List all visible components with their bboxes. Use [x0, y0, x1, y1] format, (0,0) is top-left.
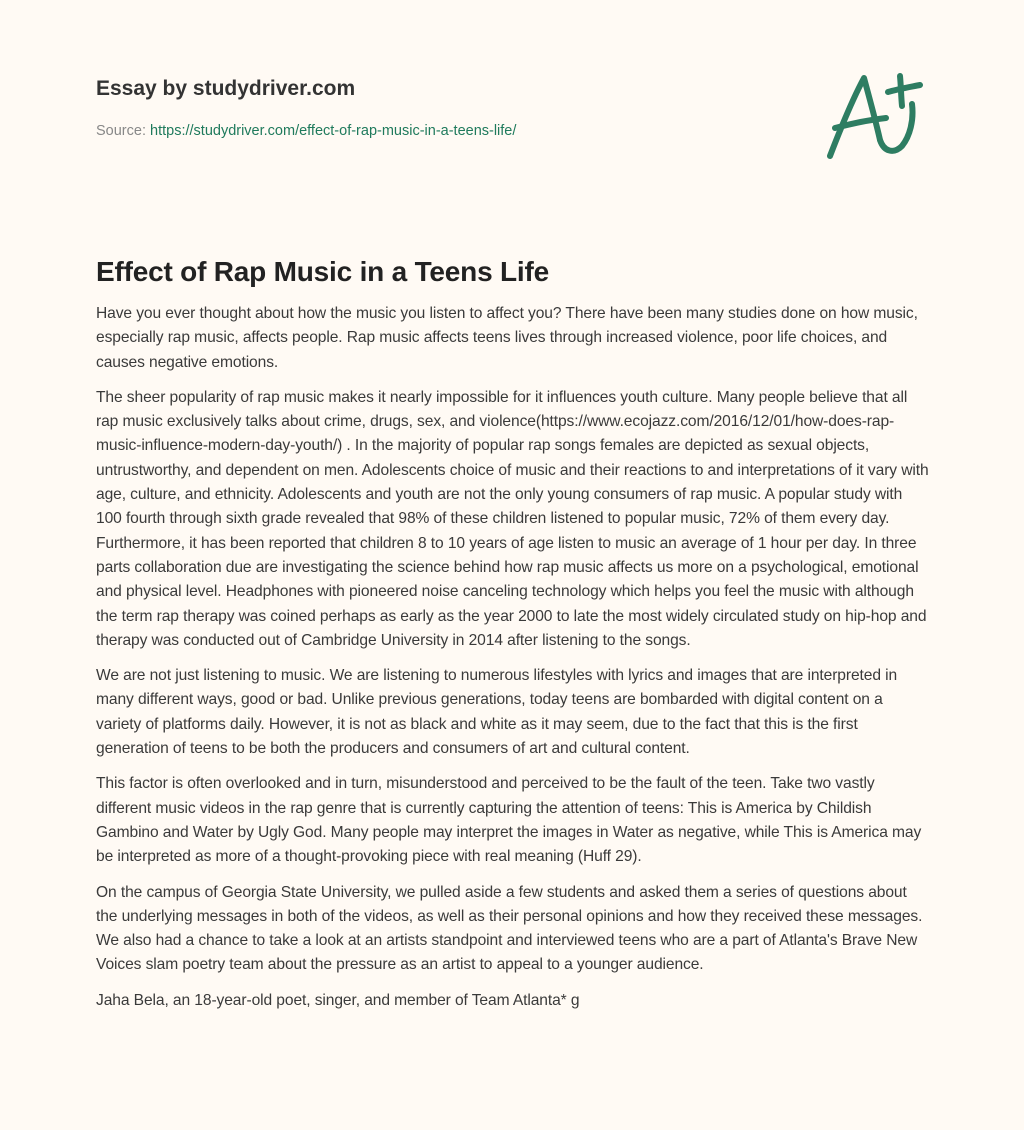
paragraph: This factor is often overlooked and in turn, misunderstood and perceived to be the fault of the teen. Take two vastly different music videos in the rap genre that is currently capturing the attention of teens: This is America by Childish Gambino and Water by Ugly God. Many people may interpret the images in Water as negative, while This is America may be interpreted as more of a thought-provoking piece with real meaning (Huff 29).: [96, 775, 922, 866]
paragraph: The sheer popularity of rap music makes it nearly impossible for it influences youth culture. Many people believe that all rap music exclusively talks about crime, drugs, sex, and violence(https://www.ecojazz.com/2016/12/01/how-does-rap-music-influence-modern-day-youth/) . In the majority of popular rap songs females are depicted as sexual objects, untrustworthy, and dependent on men. Adolescents choice of music and their reactions to and interpretations of it vary with age, culture, and ethnicity. Adolescents and youth are not the only young consumers of rap music. A popular study with 100 fourth through sixth grade revealed that 98% of these children listened to popular music, 72% of them every day. Furthermore, it has been reported that children 8 to 10 years of age listen to music an average of 1 hour per day. In three parts collaboration due are investigating the science behind how rap music affects us more on a psychological, emotional and physical level. Headphones with pioneered noise canceling technology which helps you feel the music with although the term rap therapy was coined perhaps as early as the year 2000 to late the most widely circulated study on hip-hop and therapy was conducted out of Cambridge University in 2014 after listening to the songs.: [96, 388, 929, 649]
source-link[interactable]: https://studydriver.com/effect-of-rap-music-in-a-teens-life/: [150, 123, 517, 139]
article-title: Effect of Rap Music in a Teens Life: [96, 256, 550, 287]
source-line: [96, 123, 516, 139]
paragraph: On the campus of Georgia State University, we pulled aside a few students and asked them a series of questions about the underlying messages in both of the videos, as well as their personal opinions and how they received these messages. We also had a chance to take a look at an artists standpoint and interviewed teens who are a part of Atlanta's Brave New Voices slam poetry team about the pressure as an artist to appeal to a younger audience.: [96, 883, 923, 974]
paragraph: Have you ever thought about how the music you listen to affect you? There have been many studies done on how music, especially rap music, affects people. Rap music affects teens lives through increased violence, poor life choices, and causes negative emotions.: [96, 305, 918, 371]
source-label: Source:: [96, 123, 146, 139]
a-plus-logo-icon: [820, 60, 940, 170]
paragraph: We are not just listening to music. We are listening to numerous lifestyles with lyrics and images that are interpreted in many different ways, good or bad. Unlike previous generations, today teens are bombarded with digital content on a variety of platforms daily. However, it is not as black and white as it may seem, due to the fact that this is the first generation of teens to be both the producers and consumers of art and cultural content.: [96, 667, 898, 758]
paragraph: Jaha Bela, an 18-year-old poet, singer, and member of Team Atlanta* g: [96, 991, 580, 1009]
brand-title: Essay by studydriver.com: [96, 77, 356, 100]
article-body: [96, 302, 932, 1024]
